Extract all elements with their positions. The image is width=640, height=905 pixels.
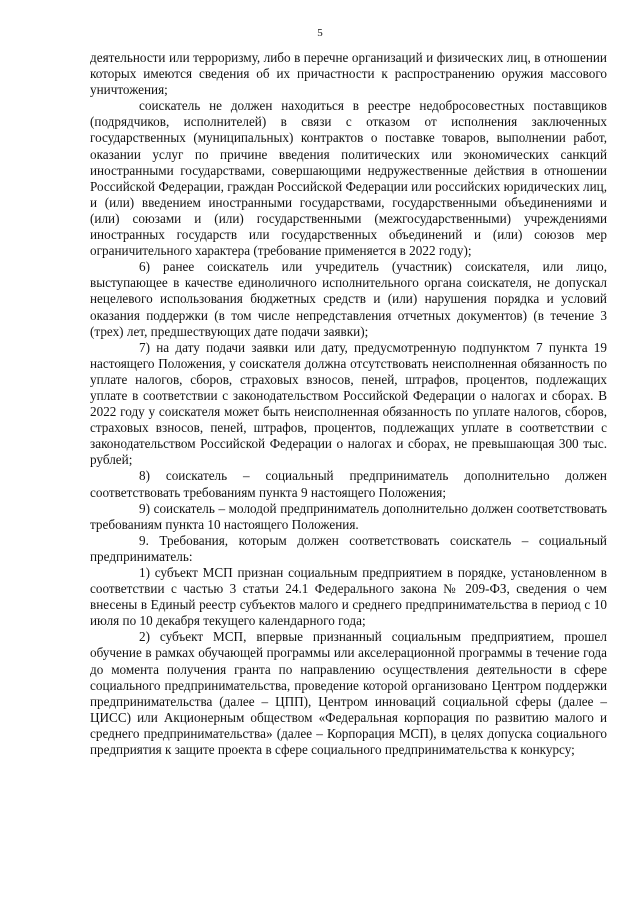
paragraph-section-9: 9. Требования, которым должен соответствовать соискатель – социальный предприниматель: [90, 532, 607, 564]
paragraph-continuation: деятельности или терроризму, либо в перечне организаций и физических лиц, в отношении которых имеются сведения об их причастности к распространению оружия массового уничтожения; [90, 50, 607, 98]
paragraph-item-7: 7) на дату подачи заявки или дату, предусмотренную подпунктом 7 пункта 19 настоящего Положения, у соискателя должна отсутствовать неисполненная обязанность по уплате налогов, сборов, страховых взносов, пеней, штрафов, процентов, подлежащих уплате в соответствии с законодательством Российской Федерации о налогах и сборах. В 2022 году у соискателя может быть неисполненная обязанность по уплате налогов, сборов, страховых взносов, пеней, штрафов, процентов, подлежащих уплате в соответствии с законодательством Российской Федерации о налогах и сборах, не превышающая 300 тыс. рублей; [90, 339, 607, 468]
paragraph-registry-requirement: соискатель не должен находиться в реестре недобросовестных поставщиков (подрядчиков, исполнителей) в связи с отказом от исполнения заключенных государственных (муниципальных) контрактов о поставке товаров, выполнении работ, оказании услуг по причине введения политических или экономических санкций иностранными государствами, совершающими недружественные действия в отношении Российской Федерации, граждан Российской Федерации или российских юридических лиц, и (или) введением иностранными государствами, государственными объединениями и (или) союзами и (или) государственными (межгосударственными) учреждениями иностранных государств или государственных объединений и (или) союзов мер ограничительного характера (требование применяется в 2022 году); [90, 98, 607, 259]
paragraph-subitem-1: 1) субъект МСП признан социальным предприятием в порядке, установленном в соответствии с частью 3 статьи 24.1 Федерального закона № 209-ФЗ, сведения о чем внесены в Единый реестр субъектов малого и среднего предпринимательства в период с 10 июля по 10 декабря текущего календарного года; [90, 565, 607, 629]
paragraph-item-9: 9) соискатель – молодой предприниматель дополнительно должен соответствовать требованиям пункта 10 настоящего Положения. [90, 500, 607, 532]
paragraph-item-6: 6) ранее соискатель или учредитель (участник) соискателя, или лицо, выступающее в качестве единоличного исполнительного органа соискателя, не допускал нецелевого использования бюджетных средств и (или) нарушения порядка и условий оказания поддержки (в том числе непредставления отчетных документов) (в течение 3 (трех) лет, предшествующих дате подачи заявки); [90, 259, 607, 339]
document-body [90, 50, 607, 758]
paragraph-item-8: 8) соискатель – социальный предприниматель дополнительно должен соответствовать требованиям пункта 9 настоящего Положения; [90, 468, 607, 500]
paragraph-subitem-2: 2) субъект МСП, впервые признанный социальным предприятием, прошел обучение в рамках обучающей программы или акселерационной программы в течение года до момента получения гранта по направлению осуществления деятельности в сфере социального предпринимательства, проведение которой организовано Центром поддержки предпринимательства (далее – ЦПП), Центром инноваций социальной сферы (далее – ЦИСС) или Акционерным обществом «Федеральная корпорация по развитию малого и среднего предпринимательства» (далее – Корпорация МСП), в целях допуска социального предприятия к защите проекта в сфере социального предпринимательства к конкурсу; [90, 629, 607, 758]
page-number: 5 [317, 27, 323, 39]
